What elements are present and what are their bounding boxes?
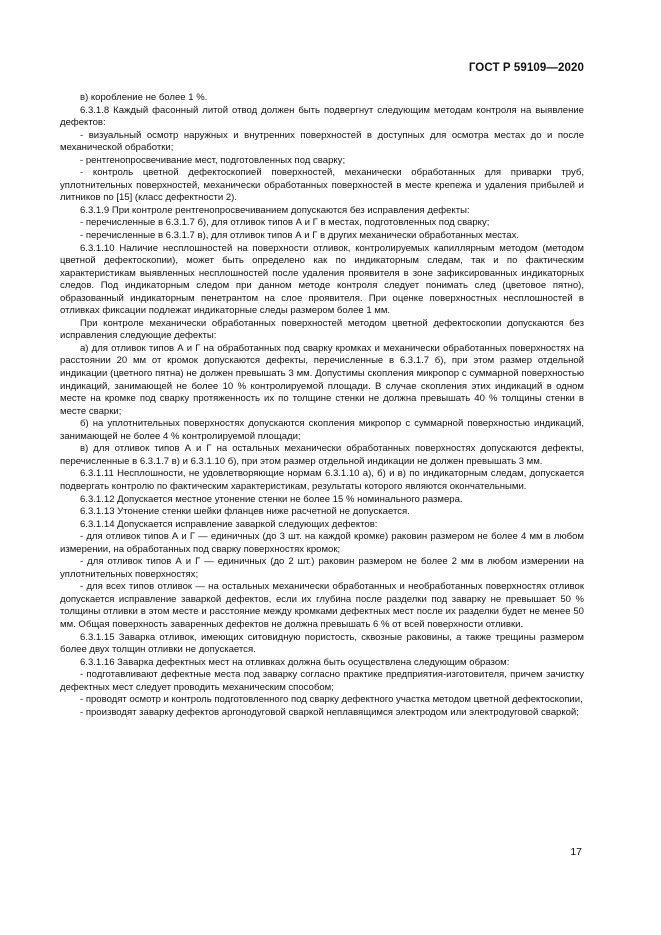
paragraph: - контроль цветной дефектоскопией поверхностей, механически обработанных для приварки труб, уплотнительных поверхностей, механически обработанных поверхностей в месте крепежа и удаления прибылей и литников по [15] (класс дефектности 2).: [60, 167, 584, 204]
paragraph: 6.3.1.9 При контроле рентгенопросвечиванием допускаются без исправления дефекты:: [80, 204, 470, 216]
paragraph: б) на уплотнительных поверхностях допускаются скопления микропор с суммарной поверхностью индикаций, занимающей не более 4 % контролируемой площади;: [60, 418, 584, 442]
paragraph: - для отливок типов А и Г — единичных (до 2 шт.) раковин размером не более 2 мм в любом измерении на уплотнительных поверхностях;: [60, 556, 584, 580]
paragraph: в) коробление не более 1 %.: [80, 92, 208, 103]
paragraph: 6.3.1.16 Заварка дефектных мест на отливках должна быть осуществлена следующим образом:: [80, 656, 510, 668]
paragraph: - для отливок типов А и Г — единичных (до 3 шт. на каждой кромке) раковин размером не более 4 мм в любом измерении, на обработанных под сварку поверхностях кромок;: [60, 531, 584, 555]
document-header: ГОСТ Р 59109—2020: [468, 62, 584, 74]
paragraph: в) для отливок типов А и Г на остальных механически обработанных поверхностях допускаются дефекты, перечисленные в 6.3.1.7 в) и 6.3.1.10 б), при этом размер отдельной индикации не должен превышать 3 мм.: [60, 443, 584, 467]
document-body: [60, 92, 584, 719]
paragraph: При контроле механически обработанных поверхностей методом цветной дефектоскопии допускаются без исправления следующие дефекты:: [60, 317, 584, 342]
paragraph: 6.3.1.8 Каждый фасонный литой отвод должен быть подвергнут следующим методам контроля на выявление дефектов:: [60, 104, 584, 129]
paragraph: - перечисленные в 6.3.1.7 в), для отливок типов А и Г в других механически обработанных местах.: [80, 230, 520, 242]
paragraph: 6.3.1.13 Утонение стенки шейки фланцев ниже расчетной не допускается.: [80, 506, 410, 518]
paragraph: - подготавливают дефектные места под заварку согласно практике предприятия-изготовителя, причем зачистку дефектных мест следует проводить механическим способом;: [60, 669, 584, 693]
paragraph: - перечисленные в 6.3.1.7 б), для отливок типов А и Г в местах, подготовленных под сварку;: [80, 217, 490, 229]
paragraph: 6.3.1.12 Допускается местное утонение стенки не более 15 % номинального размера.: [80, 493, 463, 505]
paragraph: - визуальный осмотр наружных и внутренних поверхностей в доступных для осмотра местах до и после механической обработки;: [60, 129, 584, 154]
paragraph: 6.3.1.11 Несплошности, не удовлетворяющие нормам 6.3.1.10 а), б) и в) по индикаторным следам, допускается подвергать контролю по фактическим характеристикам, результаты которого являются окончательными.: [60, 468, 584, 492]
paragraph: 6.3.1.15 Заварка отливок, имеющих ситовидную пористость, сквозные раковины, а также трещины размером более двух толщин отливки не допускается.: [60, 631, 584, 656]
paragraph: - производят заварку дефектов аргонодуговой сваркой неплавящимся электродом или электродуговой сваркой;: [80, 706, 579, 718]
paragraph: 6.3.1.14 Допускается исправление заваркой следующих дефектов:: [80, 518, 378, 530]
paragraph: - проводят осмотр и контроль подготовленного под сварку дефектного участка методом цветной дефектоскопии,: [80, 694, 583, 706]
paragraph: а) для отливок типов А и Г на обработанных под сварку кромках и механически обработанных поверхностях на расстоянии 20 мм от кромок допускаются дефекты, перечисленные в 6.3.1.7 б), при этом размер отдельной индикации (цветного пятна) не должен превышать 3 мм. Допустимы скопления микропор с суммарной поверхностью индикаций, занимающей не более 10 % контролируемой площади. В случае скопления этих индикаций в одном месте на кромке под сварку протяженность их по толщине стенки не должна превышать 40 % толщины стенки в месте сварки;: [60, 342, 584, 417]
paragraph: - рентгенопросвечивание мест, подготовленных под сварку;: [80, 154, 346, 166]
paragraph: 6.3.1.10 Наличие несплошностей на поверхности отливок, контролируемых капиллярным методом (методом цветной дефектоскопии), может быть определено как по индикаторным следам, так и по фактическим характеристикам выявленных несплошностей после удаления проявителя в зоне зафиксированных индикаторных следов. Под индикаторным следом при данном методе контроля следует понимать след (цветовое пятно), образованный индикаторным пенетрантом на слое проявителя. При оценке поверхностных несплошностей в отливках фиксации подлежат индикаторные следы размером более 1 мм.: [60, 242, 584, 317]
page-number: 17: [570, 846, 582, 858]
paragraph: - для всех типов отливок — на остальных механически обработанных и необработанных поверхностях отливок допускается исправление заваркой дефектов, если их глубина после разделки под заварку не превышает 50 % толщины отливки в этом месте и расстояние между кромками дефектных мест после их разделки будет не менее 50 мм. Общая поверхность заваренных дефектов не должна превышать 6 % от всей поверхности отливки.: [60, 581, 584, 630]
